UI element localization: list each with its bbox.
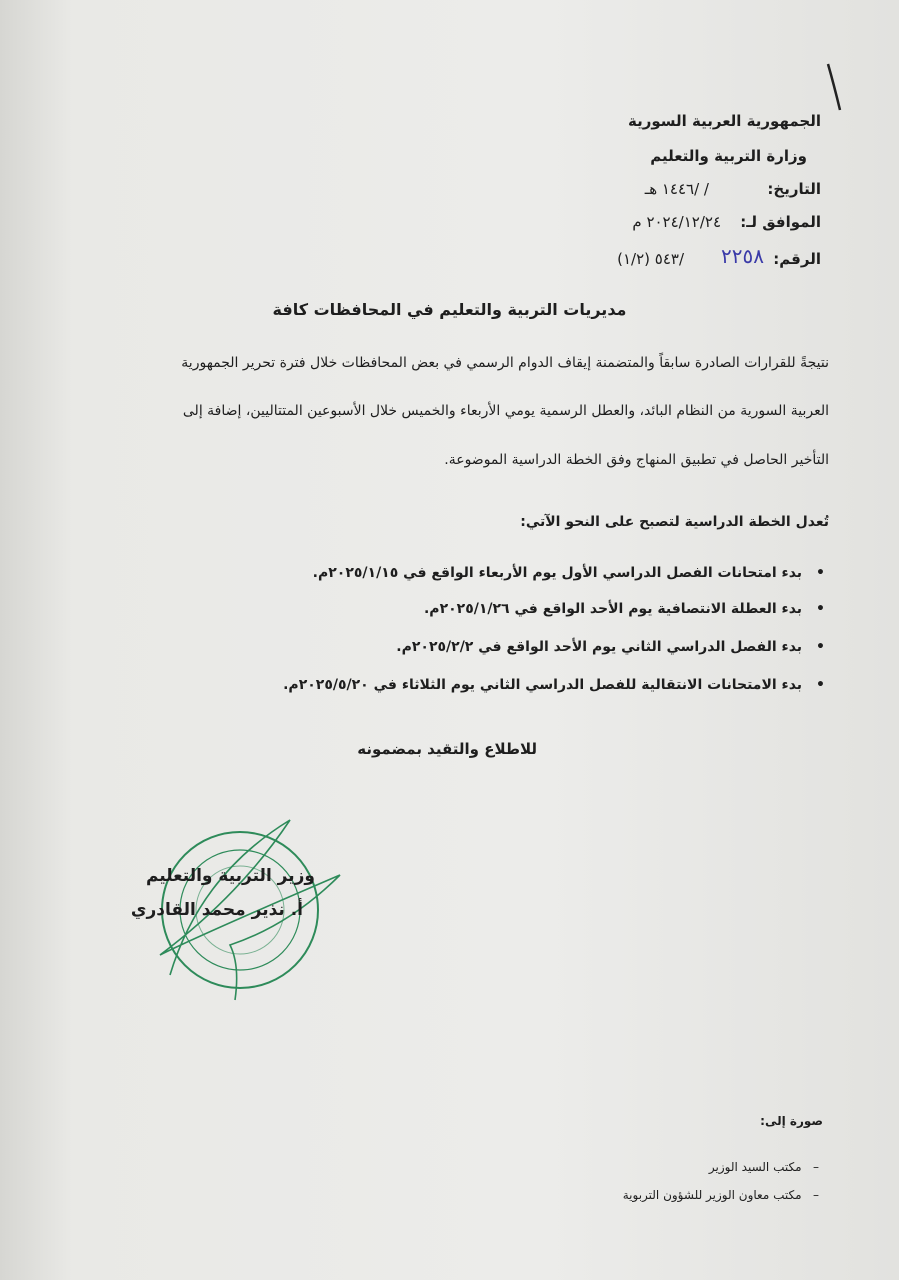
bullet-item: • بدء الامتحانات الانتقالية للفصل الدراسي الثاني يوم الثلاثاء في ٢٠٢٥/٥/٢٠م. [283,677,825,693]
bullet-item: • بدء امتحانات الفصل الدراسي الأول يوم الأربعاء الواقع في ٢٠٢٥/١/١٥م. [313,565,825,581]
gregorian-label: الموافق لـ: [740,213,821,231]
country-name: الجمهورية العربية السورية [628,112,821,130]
signatory-title: وزير التربية والتعليم [145,866,315,886]
date-label: التاريخ: [767,180,821,198]
bullet-item: • بدء العطلة الانتصافية يوم الأحد الواقع في ٢٠٢٥/١/٢٦م. [424,601,825,617]
gregorian-date: ٢٠٢٤/١٢/٢٤ م [632,213,721,231]
recipient: مديريات التربية والتعليم في المحافظات كافة [272,300,627,319]
closing-line: للاطلاع والتقيد بمضمونه [357,740,537,758]
copy-item-text: مكتب السيد الوزير [708,1160,802,1174]
number-label: الرقم: [773,250,821,268]
signatory-name: أ. نذير محمد القادري [130,900,303,920]
paragraph-line: نتيجةً للقرارات الصادرة سابقاً والمتضمنة إيقاف الدوام الرسمي في بعض المحافظات خلال فترة تحرير الجمهورية [181,355,829,371]
copy-item: – مكتب معاون الوزير للشؤون التربوية [622,1188,819,1202]
pen-mark [820,60,850,115]
number-suffix: /٥٤٣ (١/٢) [617,250,684,268]
ministry-name: وزارة التربية والتعليم [650,147,807,165]
paragraph-line: التأخير الحاصل في تطبيق المنهاج وفق الخطة الدراسية الموضوعة. [444,452,829,468]
date-hijri: / /١٤٤٦ هـ [644,180,709,198]
copy-item-text: مكتب معاون الوزير للشؤون التربوية [622,1188,802,1202]
bullet-item: • بدء الفصل الدراسي الثاني يوم الأحد الواقع في ٢٠٢٥/٢/٢م. [396,639,825,655]
paragraph-line: العربية السورية من النظام البائد، والعطل الرسمية يومي الأربعاء والخميس خلال الأسبوعين المتتاليين، إضافة إلى [182,403,829,419]
copies-label: صورة إلى: [760,1114,823,1128]
copy-item: – مكتب السيد الوزير [708,1160,819,1174]
number-handwritten: ٢٢٥٨ [721,244,764,268]
plan-heading: تُعدل الخطة الدراسية لتصبح على النحو الآتي: [520,514,829,530]
